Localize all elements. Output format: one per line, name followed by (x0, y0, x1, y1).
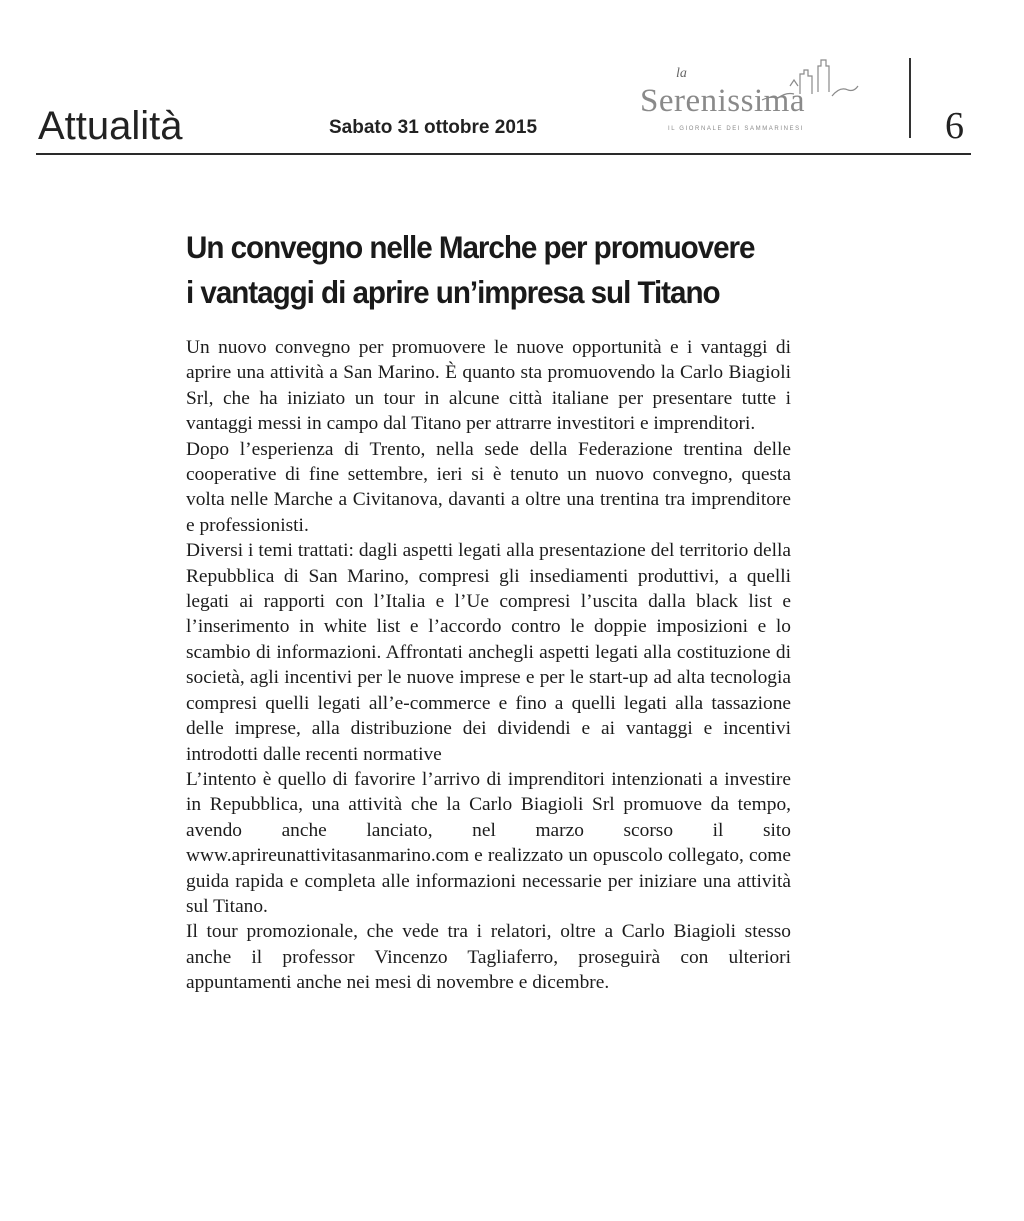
article-paragraph: Dopo l’esperienza di Trento, nella sede della Federazione trentina delle cooperative di fine settembre, ieri si è tenuto un nuovo convegno, questa volta nelle Marche a Civitanova, davanti a oltre una trentina tra imprenditore e professionisti. (186, 438, 791, 536)
article-body (186, 335, 791, 996)
headline-line-1: Un convegno nelle Marche per promuovere (186, 229, 755, 265)
article-headline (186, 225, 755, 315)
article-paragraph: Diversi i temi trattati: dagli aspetti legati alla presentazione del territorio della Repubblica di San Marino, compresi gli insediamenti produttivi, a quelli legati ai rapporti con l’Italia e l’Ue compresi l’uscita dalla black list e l’inserimento in white list e l’accordo contro le doppie imposizioni e lo scambio di informazioni. Affrontati anchegli aspetti legati alla costituzione di società, agli incentivi per le nuove imprese e per le start-up ad alta tecnologia compresi quelli legati all’e-commerce e fino a quelli legati alla tassazione delle imprese, alla distribuzione dei dividendi e ai vantaggi e incentivi introdotti dalle recenti normative (186, 540, 791, 765)
header-rule (36, 153, 971, 155)
headline-line-2: i vantaggi di aprire un’impresa sul Titano (186, 274, 720, 310)
page-number: 6 (945, 105, 964, 147)
article-paragraph: Un nuovo convegno per promuovere le nuove opportunità e i vantaggi di aprire una attività a San Marino. È quanto sta promuovendo la Carlo Biagioli Srl, che ha iniziato un tour in alcune città italiane per presentare tutte i vantaggi messi in campo dal Titano per attrarre investitori e imprenditori. (186, 337, 791, 435)
logo-prefix: la (676, 66, 687, 81)
article-paragraph: Il tour promozionale, che vede tra i relatori, oltre a Carlo Biagioli stesso anche il professor Vincenzo Tagliaferro, proseguirà con ulteriori appuntamenti anche nei mesi di novembre e dicembre. (186, 921, 791, 994)
article-paragraph: L’intento è quello di favorire l’arrivo di imprenditori intenzionati a investire in Repubblica, una attività che la Carlo Biagioli Srl promuove da tempo, avendo anche lanciato, nel marzo scorso il sito www.aprireunattivitasanmarino.com e realizzato un opuscolo collegato, come guida rapida e completa alle informazioni necessarie per iniziare una attività sul Titano. (186, 768, 791, 917)
article (186, 225, 791, 996)
logo-tagline: IL GIORNALE DEI SAMMARINESI (668, 126, 804, 132)
header-divider (909, 58, 911, 138)
logo-name: Serenissima (640, 83, 805, 119)
newspaper-logo (640, 56, 870, 148)
section-label: Attualità (38, 104, 183, 148)
issue-date: Sabato 31 ottobre 2015 (329, 117, 538, 138)
page-header (0, 0, 1024, 160)
